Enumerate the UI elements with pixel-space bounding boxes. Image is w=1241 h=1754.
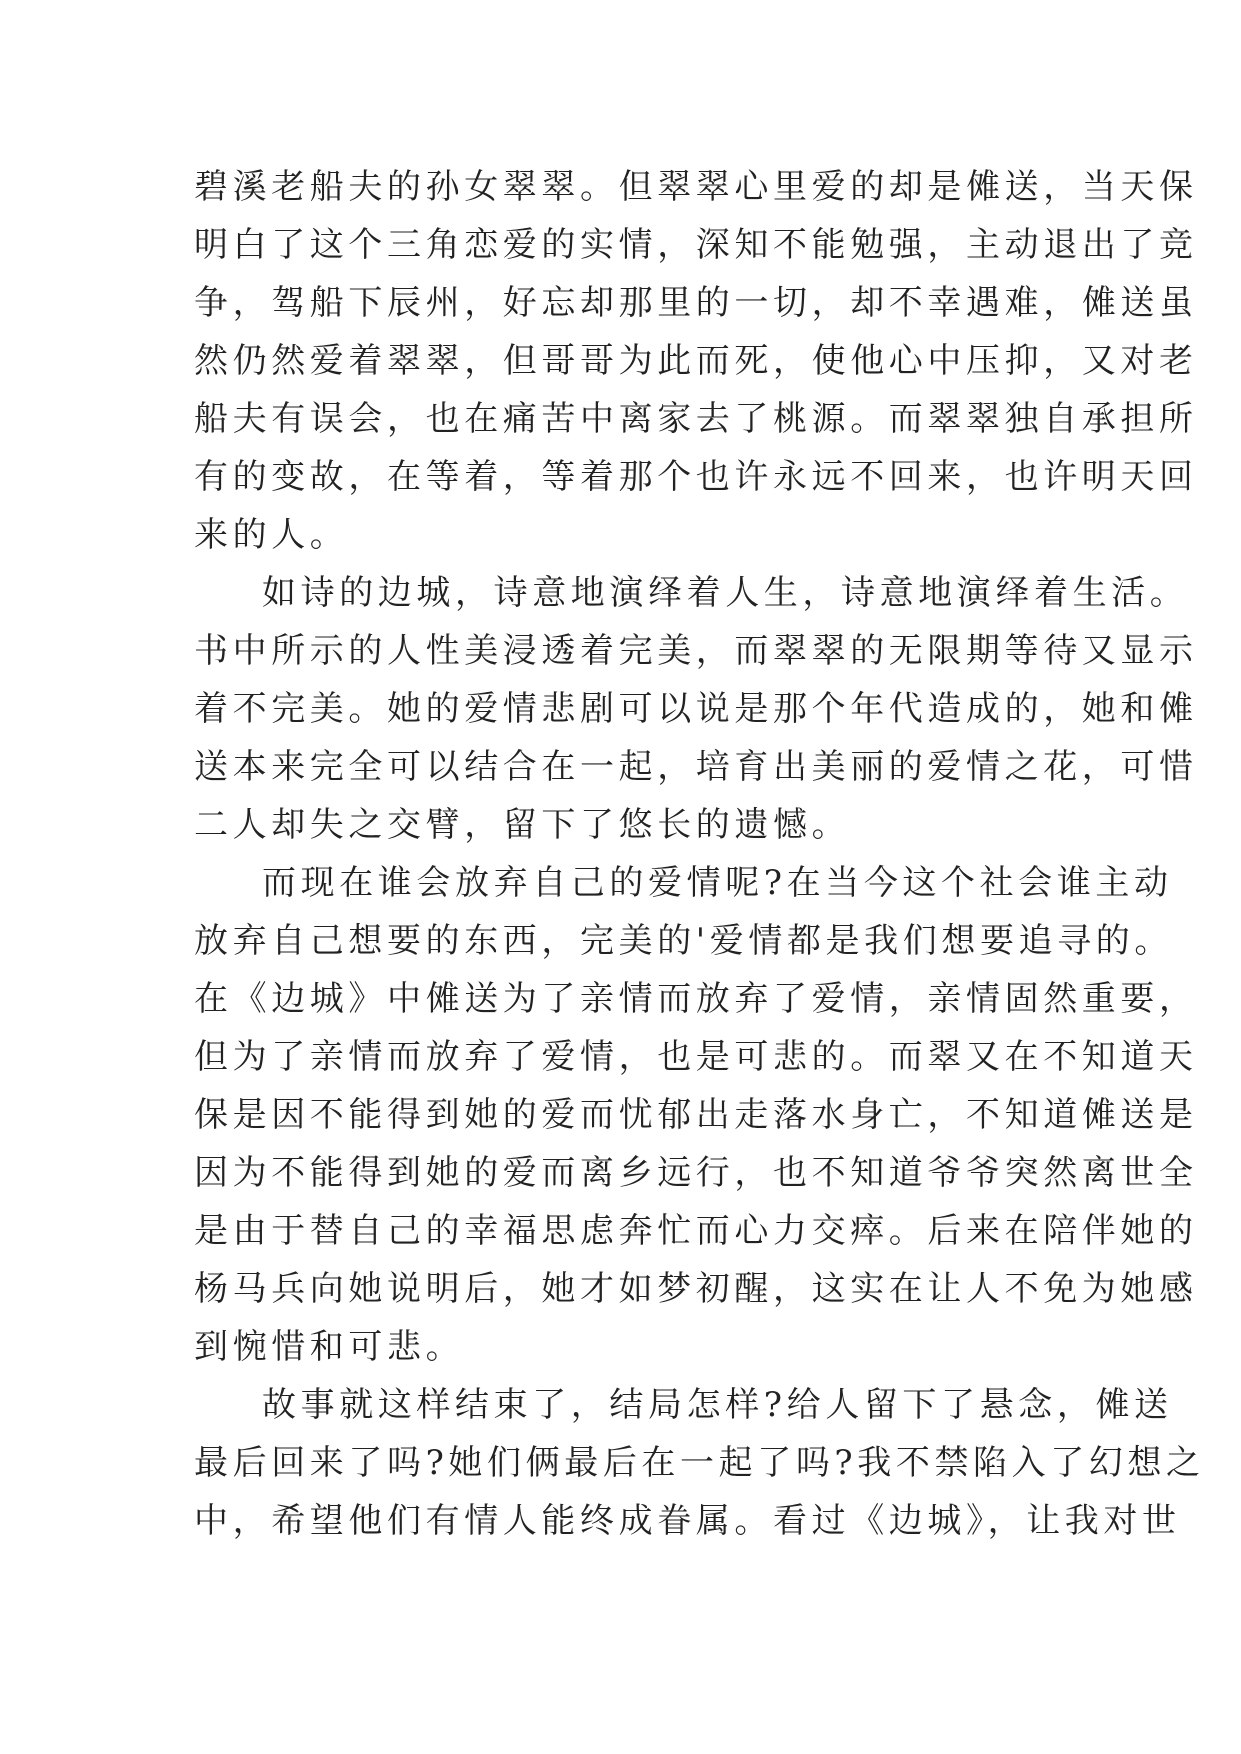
text-line: 着不完美。她的爱情悲剧可以说是那个年代造成的，她和傩 bbox=[194, 689, 1198, 729]
text-line: 来的人。 bbox=[194, 515, 349, 555]
text-line: 杨马兵向她说明后，她才如梦初醒，这实在让人不免为她感 bbox=[194, 1269, 1198, 1309]
text-line: 放弃自己想要的东西，完美的'爱情都是我们想要追寻的。 bbox=[194, 921, 1173, 961]
text-line: 因为不能得到她的爱而离乡远行，也不知道爷爷突然离世全 bbox=[194, 1153, 1198, 1193]
text-line: 最后回来了吗?她们俩最后在一起了吗?我不禁陷入了幻想之 bbox=[194, 1443, 1205, 1483]
text-line: 书中所示的人性美浸透着完美，而翠翠的无限期等待又显示 bbox=[194, 631, 1198, 671]
text-line: 如诗的边城，诗意地演绎着人生，诗意地演绎着生活。 bbox=[262, 573, 1189, 613]
text-line: 有的变故，在等着，等着那个也许永远不回来，也许明天回 bbox=[194, 457, 1198, 497]
text-line: 但为了亲情而放弃了爱情，也是可悲的。而翠又在不知道天 bbox=[194, 1037, 1198, 1077]
text-line: 保是因不能得到她的爱而忧郁出走落水身亡，不知道傩送是 bbox=[194, 1095, 1198, 1135]
text-line: 然仍然爱着翠翠，但哥哥为此而死，使他心中压抑，又对老 bbox=[194, 341, 1198, 381]
text-line: 碧溪老船夫的孙女翠翠。但翠翠心里爱的却是傩送，当天保 bbox=[194, 167, 1198, 207]
text-line: 明白了这个三角恋爱的实情，深知不能勉强，主动退出了竞 bbox=[194, 225, 1198, 265]
text-line: 故事就这样结束了，结局怎样?给人留下了悬念，傩送 bbox=[262, 1385, 1173, 1425]
text-line: 船夫有误会，也在痛苦中离家去了桃源。而翠翠独自承担所 bbox=[194, 399, 1198, 439]
text-line: 是由于替自己的幸福思虑奔忙而心力交瘁。后来在陪伴她的 bbox=[194, 1211, 1198, 1251]
text-line: 争，驾船下辰州，好忘却那里的一切，却不幸遇难，傩送虽 bbox=[194, 283, 1198, 323]
text-line: 而现在谁会放弃自己的爱情呢?在当今这个社会谁主动 bbox=[262, 863, 1173, 903]
text-line: 在《边城》中傩送为了亲情而放弃了爱情，亲情固然重要， bbox=[194, 979, 1198, 1019]
text-line: 二人却失之交臂，留下了悠长的遗憾。 bbox=[194, 805, 851, 845]
text-line: 到惋惜和可悲。 bbox=[194, 1327, 465, 1367]
text-line: 中，希望他们有情人能终成眷属。看过《边城》，让我对世 bbox=[194, 1501, 1181, 1541]
text-line: 送本来完全可以结合在一起，培育出美丽的爱情之花，可惜 bbox=[194, 747, 1198, 787]
